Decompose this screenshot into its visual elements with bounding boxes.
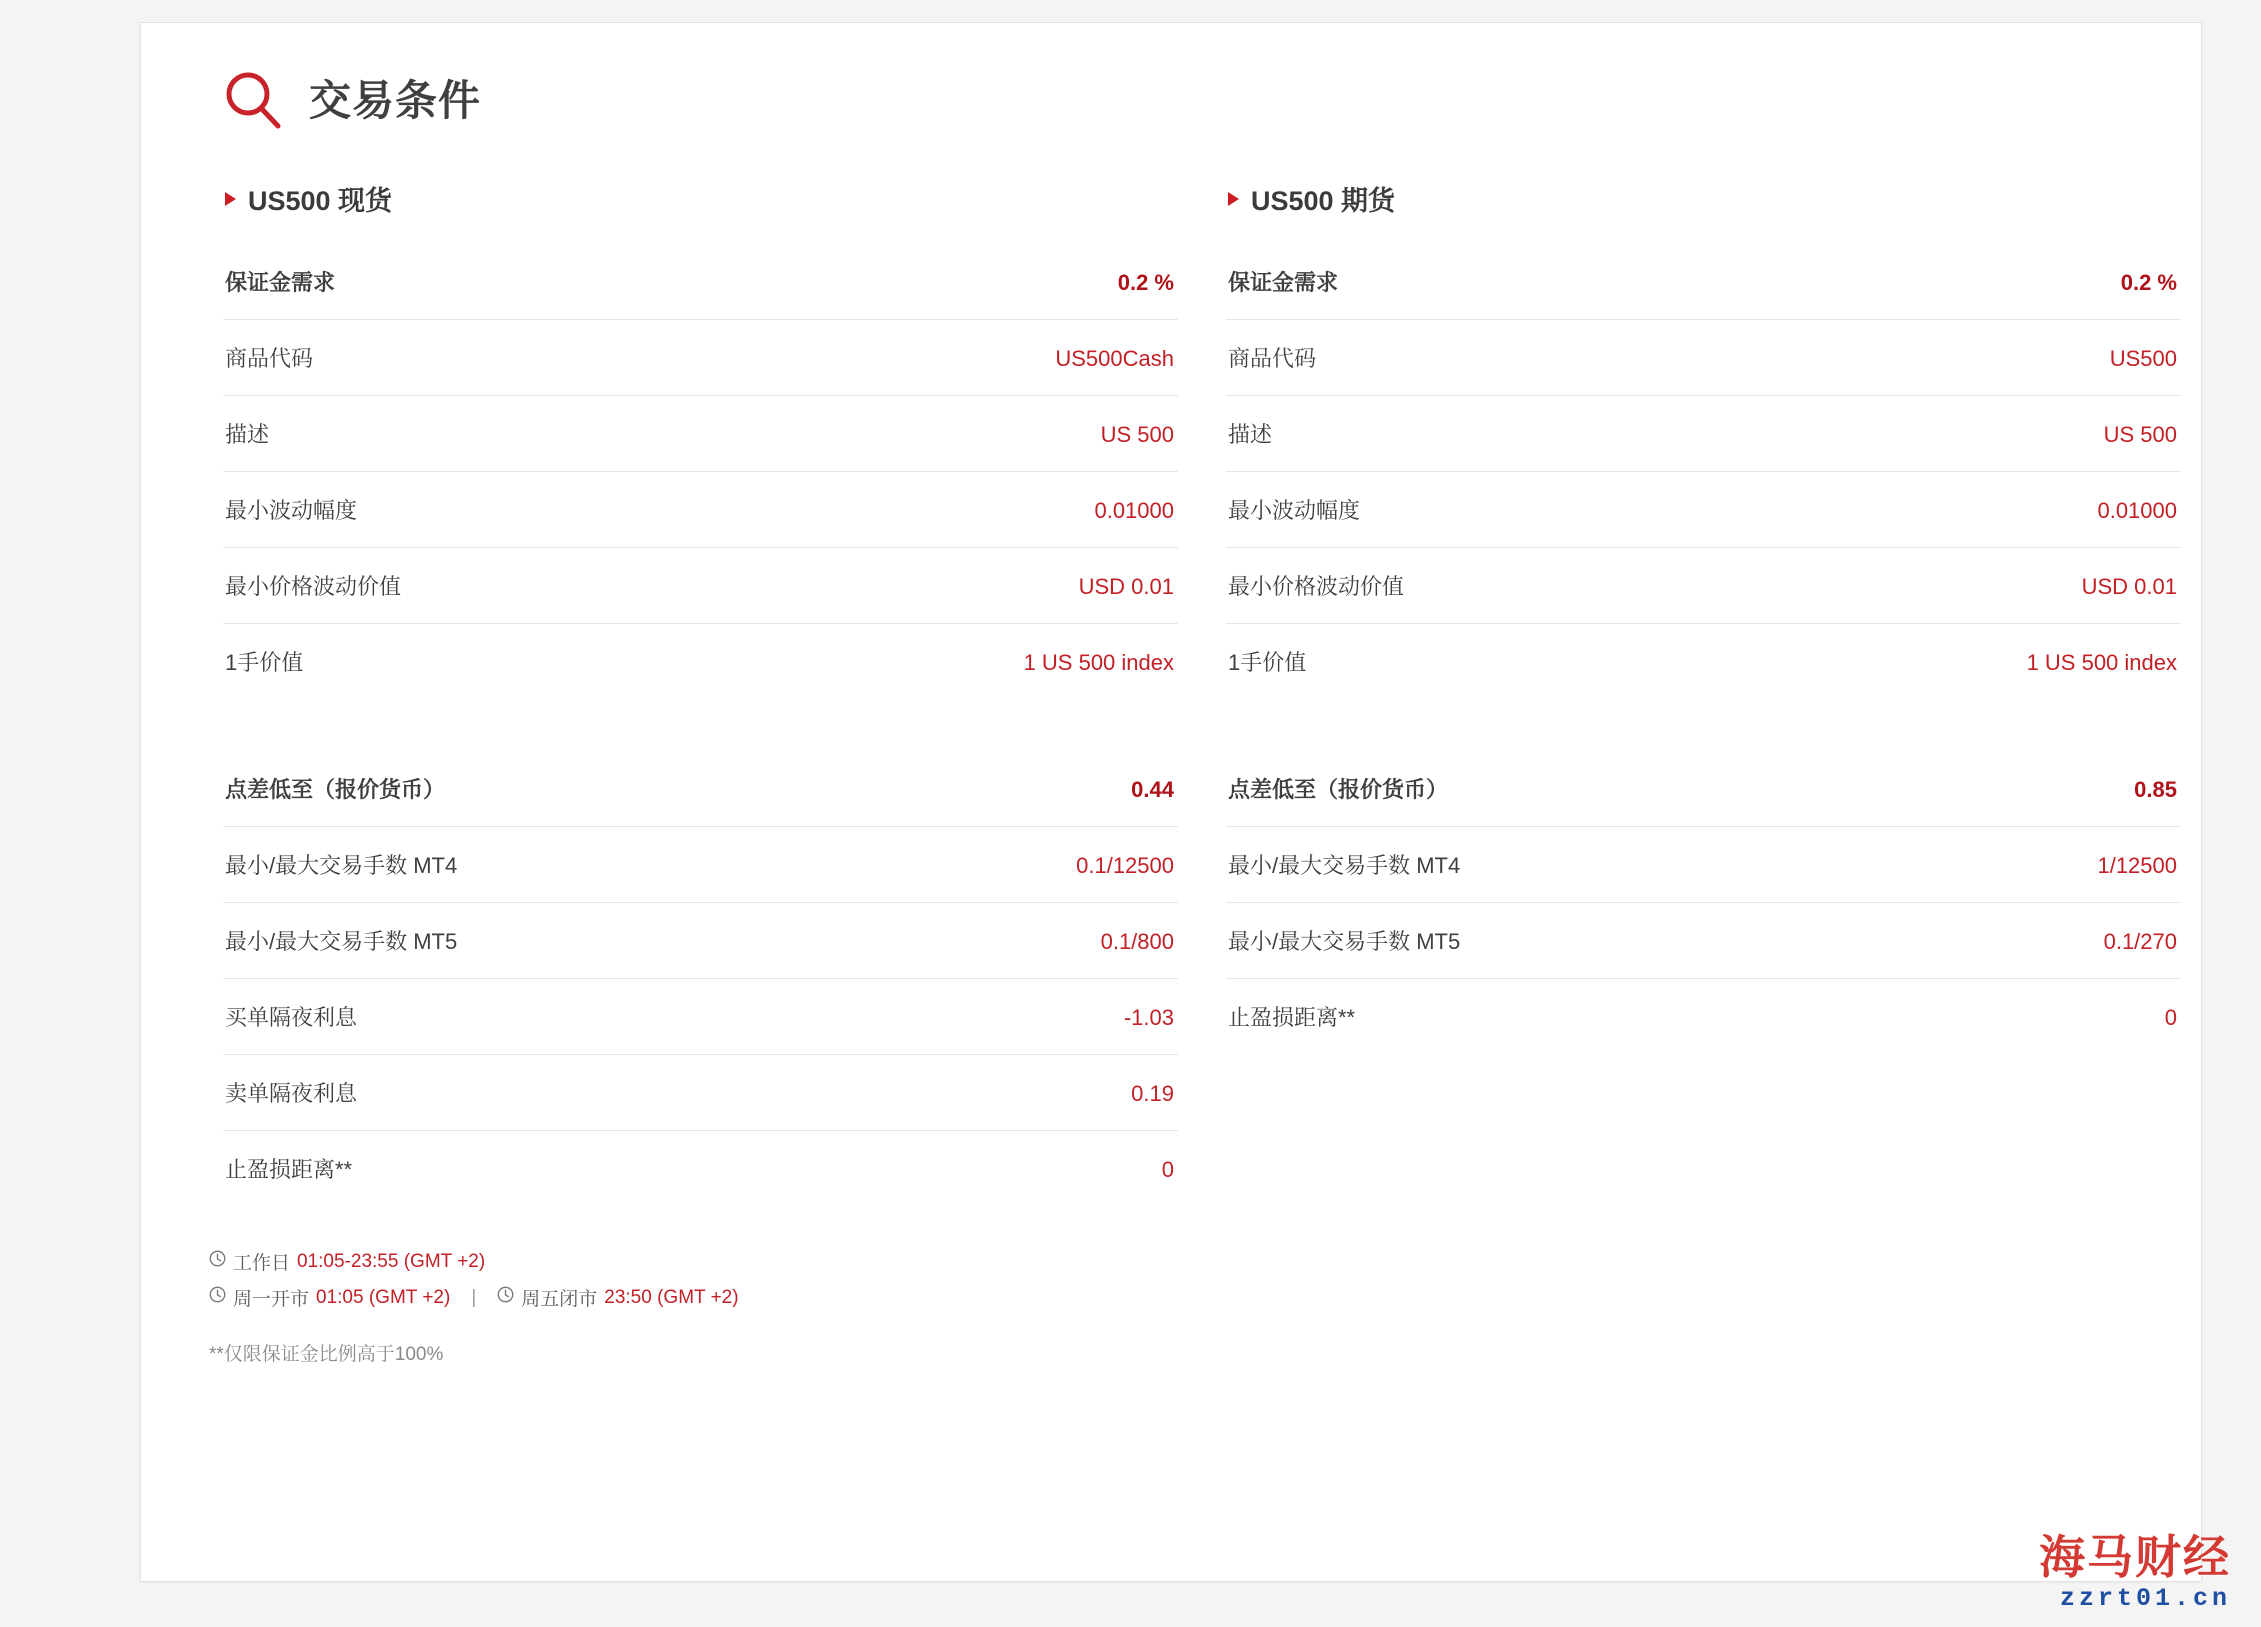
row-label: 最小/最大交易手数 MT4 (1228, 853, 1461, 878)
row-value: 0.01000 (2097, 498, 2177, 523)
monday-open-label: 周一开市 (233, 1289, 310, 1310)
table-row (1226, 472, 2181, 548)
triangle-right-icon (225, 192, 236, 206)
watermark-sub: zzrt01.cn (2059, 1584, 2231, 1613)
row-value: 1/12500 (2097, 853, 2177, 878)
row-label: 最小波动幅度 (225, 498, 358, 523)
open-close-line (209, 1284, 2139, 1311)
monday-open-value: 01:05 (GMT +2) (316, 1286, 451, 1308)
trading-conditions-card (140, 22, 2202, 1582)
page-title: 交易条件 (309, 77, 482, 124)
row-value: 1 US 500 index (2026, 650, 2177, 675)
row-value: 0.85 (2134, 777, 2177, 802)
spot-group-1 (223, 244, 1178, 699)
row-label: 止盈损距离** (225, 1157, 353, 1182)
row-value: US 500 (2103, 422, 2177, 447)
column-futures (1226, 179, 2181, 1206)
table-row (223, 1055, 1178, 1131)
table-row (223, 472, 1178, 548)
row-value: 0.2 % (2120, 270, 2177, 295)
table-row (223, 624, 1178, 699)
clock-icon (497, 1286, 514, 1309)
row-value: 0.19 (1131, 1081, 1174, 1106)
table-row (1226, 979, 2181, 1054)
group-spacer (1226, 699, 2181, 751)
column-title-futures (1226, 179, 2181, 218)
row-label: 买单隔夜利息 (225, 1005, 358, 1030)
row-value: US 500 (1100, 422, 1174, 447)
futures-group-2 (1226, 751, 2181, 1054)
column-title-futures-label: US500 期货 (1251, 186, 1396, 216)
table-row (1226, 903, 2181, 979)
group-spacer (223, 699, 1178, 751)
workday-hours-line (209, 1248, 2139, 1275)
row-label: 保证金需求 (1228, 270, 1339, 295)
row-value: 0.1/800 (1100, 929, 1174, 954)
table-row (223, 827, 1178, 903)
row-label: 描述 (1228, 422, 1273, 447)
watermark (2039, 1531, 2231, 1613)
row-label: 最小价格波动价值 (225, 574, 402, 599)
row-label: 保证金需求 (225, 270, 336, 295)
margin-note: **仅限保证金比例高于100% (209, 1344, 444, 1365)
table-row (1226, 548, 2181, 624)
workday-label: 工作日 (233, 1253, 291, 1274)
table-row (223, 751, 1178, 827)
row-label: 1手价值 (225, 650, 304, 675)
trading-hours-footer (187, 1248, 2139, 1311)
row-value: US500Cash (1055, 346, 1174, 371)
table-row (223, 396, 1178, 472)
row-value: 0.2 % (1117, 270, 1174, 295)
row-value: 0.1/270 (2103, 929, 2177, 954)
table-row (223, 244, 1178, 320)
page-header (187, 71, 2139, 131)
row-value: 0.01000 (1094, 498, 1174, 523)
table-row (223, 903, 1178, 979)
row-label: 最小/最大交易手数 MT5 (1228, 929, 1461, 954)
row-value: USD 0.01 (1078, 574, 1174, 599)
table-row (1226, 751, 2181, 827)
row-label: 描述 (225, 422, 270, 447)
row-label: 最小/最大交易手数 MT4 (225, 853, 458, 878)
spot-group-2 (223, 751, 1178, 1206)
row-label: 最小/最大交易手数 MT5 (225, 929, 458, 954)
workday-value: 01:05-23:55 (GMT +2) (297, 1250, 486, 1272)
table-row (223, 548, 1178, 624)
column-title-spot (223, 179, 1178, 218)
table-row (223, 1131, 1178, 1206)
row-label: 点差低至（报价货币） (1228, 777, 1449, 802)
watermark-main: 海马财经 (2039, 1531, 2231, 1583)
row-label: 止盈损距离** (1228, 1005, 1356, 1030)
row-value: 1 US 500 index (1023, 650, 1174, 675)
row-value: -1.03 (1123, 1005, 1174, 1030)
triangle-right-icon (1228, 192, 1239, 206)
row-label: 1手价值 (1228, 650, 1307, 675)
friday-close-value: 23:50 (GMT +2) (604, 1286, 739, 1308)
friday-close-label: 周五闭市 (521, 1289, 598, 1310)
futures-group-1 (1226, 244, 2181, 699)
table-row (1226, 624, 2181, 699)
row-value: USD 0.01 (2081, 574, 2177, 599)
row-label: 点差低至（报价货币） (225, 777, 446, 802)
row-label: 卖单隔夜利息 (225, 1081, 358, 1106)
clock-icon (209, 1286, 226, 1309)
row-value: 0 (2164, 1005, 2177, 1030)
row-label: 商品代码 (1228, 346, 1317, 371)
column-title-spot-label: US500 现货 (248, 186, 393, 216)
table-row (1226, 320, 2181, 396)
row-label: 商品代码 (225, 346, 314, 371)
table-row (1226, 827, 2181, 903)
table-row (1226, 396, 2181, 472)
row-label: 最小波动幅度 (1228, 498, 1361, 523)
table-row (1226, 244, 2181, 320)
table-row (223, 320, 1178, 396)
clock-icon (209, 1250, 226, 1273)
row-value: 0.1/12500 (1076, 853, 1174, 878)
footer-separator: | (471, 1286, 477, 1308)
row-value: 0.44 (1131, 777, 1174, 802)
search-icon (223, 71, 283, 131)
table-row (223, 979, 1178, 1055)
row-value: US500 (2109, 346, 2177, 371)
conditions-columns (187, 179, 2177, 1206)
row-label: 最小价格波动价值 (1228, 574, 1405, 599)
row-value: 0 (1161, 1157, 1174, 1182)
column-spot (223, 179, 1178, 1206)
